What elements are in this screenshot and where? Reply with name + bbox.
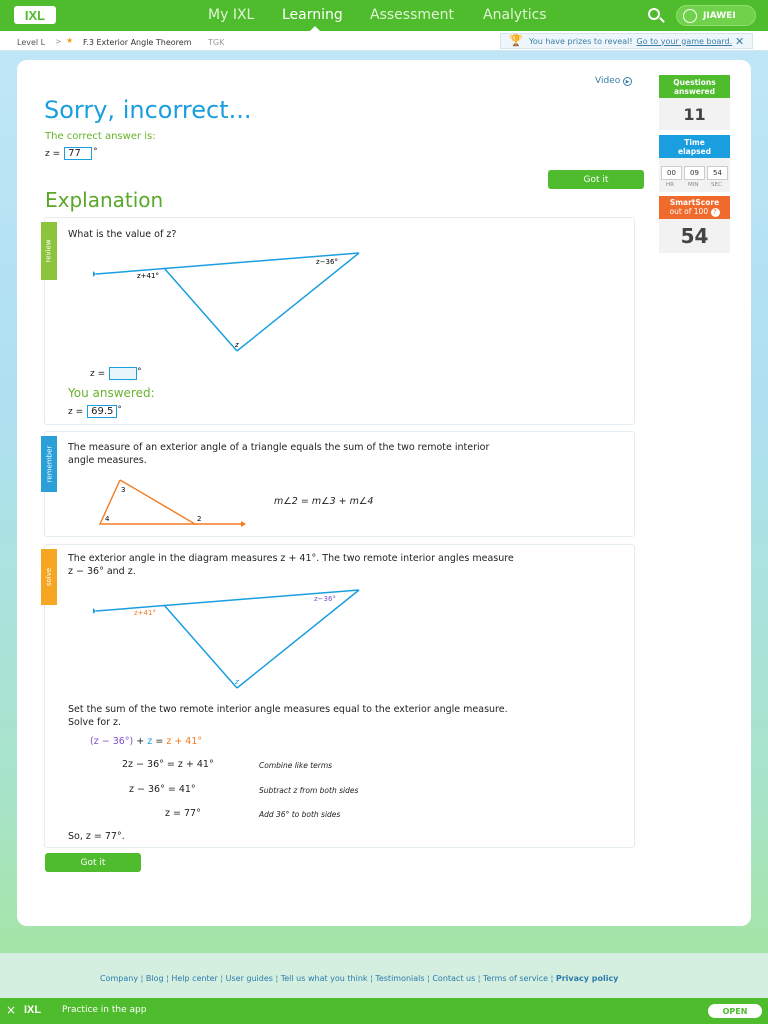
user-avatar-icon — [683, 9, 697, 23]
footer-link-contact[interactable]: Contact us — [432, 974, 476, 983]
solve-eq0 — [90, 736, 202, 747]
open-app-button[interactable]: OPEN — [708, 1004, 762, 1018]
remember-vertex-3: 3 — [121, 486, 126, 494]
review-label-a: z+41° — [137, 272, 159, 280]
nav-analytics[interactable]: Analytics — [483, 7, 547, 23]
footer-link-terms[interactable]: Terms of service — [483, 974, 549, 983]
solve-eq0-b: + — [136, 736, 145, 747]
trophy-icon: 🏆 — [509, 34, 523, 47]
footer-links: Company ¦ Blog ¦ Help center ¦ User guides ¦ Tell us what you think ¦ Testimonials ¦ Contact us ¦ Terms of service ¦ Privacy policy — [100, 974, 619, 983]
play-icon[interactable]: ▶ — [623, 77, 632, 86]
remember-formula: m∠2 = m∠3 + m∠4 — [274, 496, 374, 507]
solve-tag — [41, 549, 57, 605]
solve-label-b: z−36° — [314, 595, 336, 603]
footer-link-help[interactable]: Help center — [171, 974, 218, 983]
footer-link-guides[interactable]: User guides — [225, 974, 273, 983]
app-promo-text: Practice in the app — [62, 1005, 147, 1015]
review-answer-input[interactable] — [109, 367, 137, 380]
user-menu-button[interactable] — [676, 5, 756, 26]
breadcrumb-skill-code: TGK — [208, 38, 225, 47]
review-arrow — [93, 271, 96, 277]
footer-link-feedback[interactable]: Tell us what you think — [280, 974, 368, 983]
solve-conclusion: So, z = 77°. — [68, 831, 125, 842]
prize-notification — [500, 33, 753, 49]
close-icon[interactable]: × — [6, 1003, 17, 1017]
your-answer-degree: ° — [117, 404, 122, 415]
solve-step-intro-1: Set the sum of the two remote interior angle measures equal to the exterior angle measure. — [68, 704, 508, 715]
solve-eq1: 2z − 36° = z + 41° — [122, 759, 214, 770]
review-tag-label: review — [45, 239, 53, 263]
remember-arrow — [241, 521, 246, 527]
app-promo-bar — [0, 998, 768, 1024]
review-question: What is the value of z? — [68, 229, 177, 240]
close-icon[interactable]: ✕ — [735, 35, 745, 48]
got-it-button-bottom[interactable]: Got it — [45, 853, 141, 872]
search-icon[interactable] — [648, 8, 660, 20]
top-navigation-bar — [0, 0, 768, 31]
review-label-b: z−36° — [316, 258, 338, 266]
correct-answer-label: The correct answer is: — [45, 131, 156, 142]
you-answered-label: You answered: — [68, 386, 155, 400]
solve-line-left — [164, 605, 237, 688]
solve-label-a: z+41° — [134, 609, 156, 617]
questions-label-1: Questions — [673, 77, 716, 87]
solve-note3: Add 36° to both sides — [259, 810, 341, 819]
correct-answer-line — [45, 147, 98, 160]
timer-seconds-label: SEC — [711, 182, 722, 188]
user-name: JIAWEI — [703, 10, 736, 21]
time-label-1: Time — [684, 137, 705, 147]
nav-assessment[interactable]: Assessment — [370, 7, 454, 23]
solve-line-1: The exterior angle in the diagram measures z + 41°. The two remote interior angles measure — [68, 553, 514, 564]
your-answer-var: z = — [68, 406, 84, 417]
remember-triangle — [100, 480, 195, 524]
solve-eq0-d: = — [155, 736, 164, 747]
degree-symbol: ° — [93, 146, 98, 157]
solve-eq3: z = 77° — [165, 808, 201, 819]
solve-label-c: z — [235, 678, 239, 686]
timer-hours: 00 — [661, 166, 682, 180]
smartscore-label: SmartScore — [669, 198, 720, 207]
solve-arrow — [93, 608, 96, 614]
footer-link-privacy[interactable]: Privacy policy — [555, 974, 619, 983]
smartscore-header — [659, 196, 730, 219]
remember-tag — [41, 436, 57, 492]
video-link[interactable] — [595, 76, 632, 86]
footer-link-testimonials[interactable]: Testimonials — [375, 974, 425, 983]
ixl-app-logo: IXL — [24, 1004, 42, 1016]
solve-note2: Subtract z from both sides — [259, 786, 359, 795]
your-answer-value: 69.5 — [87, 405, 117, 418]
explanation-title: Explanation — [45, 188, 164, 212]
ixl-logo[interactable]: IXL — [14, 6, 56, 24]
solve-eq0-c: z — [147, 736, 153, 747]
review-triangle-diagram — [92, 250, 364, 356]
timer-minutes-label: MIN — [688, 182, 699, 188]
review-line-right — [237, 253, 359, 351]
remember-triangle-diagram — [96, 477, 248, 527]
help-icon[interactable]: ? — [711, 208, 720, 217]
timer-hours-label: HR — [666, 182, 674, 188]
review-label-c: z — [235, 341, 239, 349]
questions-label-2: answered — [673, 86, 716, 96]
solve-eq0-e: z + 41° — [166, 736, 203, 747]
solve-line-2: z − 36° and z. — [68, 566, 136, 577]
your-answer-line — [68, 405, 122, 418]
review-line-left — [164, 268, 237, 351]
review-input-var: z = — [90, 368, 106, 379]
breadcrumb-level[interactable]: Level L — [17, 38, 46, 47]
remember-tag-label: remember — [45, 445, 54, 483]
chevron-right-icon: > — [55, 37, 62, 46]
questions-answered-value: 11 — [659, 98, 730, 130]
correct-answer-var: z = — [45, 148, 61, 159]
smartscore-out-of: out of 100 — [669, 207, 709, 216]
nav-my-ixl[interactable]: My IXL — [208, 7, 255, 23]
star-icon: ★ — [66, 36, 74, 45]
timer-seconds: 54 — [707, 166, 728, 180]
solve-step-intro — [68, 703, 508, 729]
prize-text: You have prizes to reveal! — [529, 36, 633, 46]
solve-eq0-a: (z − 36°) — [90, 736, 134, 747]
got-it-button-top[interactable]: Got it — [548, 170, 644, 189]
solve-step-intro-2: Solve for z. — [68, 717, 122, 728]
solve-tag-label: solve — [45, 567, 54, 587]
breadcrumb-skill: F.3 Exterior Angle Theorem — [83, 38, 192, 47]
solve-eq2: z − 36° = 41° — [129, 784, 196, 795]
correct-answer-value: 77 — [64, 147, 92, 160]
remember-line-2: angle measures. — [68, 455, 147, 466]
footer-link-blog[interactable]: Blog — [145, 974, 164, 983]
time-label-2: elapsed — [677, 146, 711, 156]
timer-minutes: 09 — [684, 166, 705, 180]
solve-triangle-diagram — [92, 587, 364, 693]
smartscore-sub — [670, 207, 720, 217]
questions-answered-header — [659, 75, 730, 98]
review-tag — [41, 222, 57, 280]
smartscore-value: 54 — [659, 219, 730, 253]
review-input-line — [90, 367, 142, 380]
remember-vertex-4: 4 — [105, 515, 110, 523]
game-board-link[interactable]: Go to your game board. — [636, 36, 733, 46]
solve-text — [68, 552, 514, 578]
review-degree: ° — [137, 366, 142, 377]
solve-note1: Combine like terms — [259, 761, 333, 770]
remember-line-1: The measure of an exterior angle of a triangle equals the sum of the two remote interior — [68, 442, 490, 453]
video-label[interactable]: Video — [595, 76, 621, 86]
footer-link-company[interactable]: Company — [100, 974, 139, 983]
result-title: Sorry, incorrect... — [44, 96, 252, 124]
remember-text — [68, 441, 489, 467]
remember-vertex-2: 2 — [197, 515, 202, 523]
solve-line-right — [237, 590, 359, 688]
time-elapsed-header — [659, 135, 730, 158]
nav-learning[interactable]: Learning — [282, 7, 343, 23]
